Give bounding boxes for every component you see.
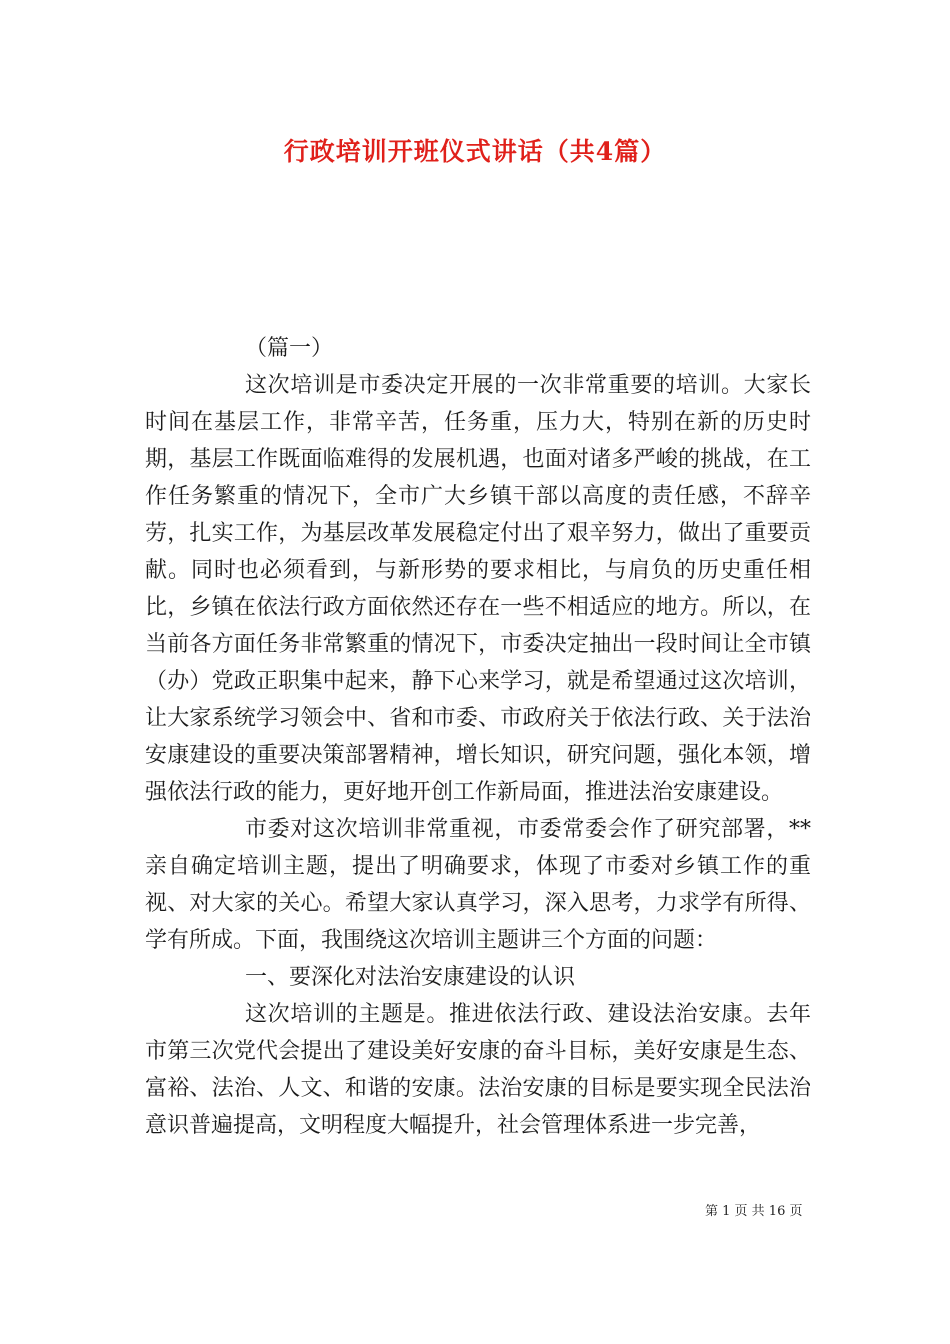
document-body [145, 330, 811, 1144]
page-number: 第 1 页 共 16 页 [705, 1204, 803, 1219]
document-title: 行政培训开班仪式讲话（共4篇） [283, 137, 667, 166]
body-paragraph: 这次培训的主题是。推进依法行政、建设法治安康。去年市第三次党代会提出了建设美好安康的奋斗目标，美好安康是生态、富裕、法治、人文、和谐的安康。法治安康的目标是要实现全民法治意识普遍提高，文明程度大幅提升，社会管理体系进一步完善， [145, 1002, 811, 1138]
body-paragraph: 市委对这次培训非常重视，市委常委会作了研究部署，**亲自确定培训主题，提出了明确要求，体现了市委对乡镇工作的重视、对大家的关心。希望大家认真学习，深入思考，力求学有所得、学有所成。下面，我围绕这次培训主题讲三个方面的问题： [145, 817, 811, 953]
section-label: （篇一） [245, 336, 334, 361]
body-paragraph: 这次培训是市委决定开展的一次非常重要的培训。大家长时间在基层工作，非常辛苦，任务重，压力大，特别在新的历史时期，基层工作既面临难得的发展机遇，也面对诸多严峻的挑战，在工作任务繁重的情况下，全市广大乡镇干部以高度的责任感，不辞辛劳，扎实工作，为基层改革发展稳定付出了艰辛努力，做出了重要贡献。同时也必须看到，与新形势的要求相比，与肩负的历史重任相比，乡镇在依法行政方面依然还存在一些不相适应的地方。所以，在当前各方面任务非常繁重的情况下，市委决定抽出一段时间让全市镇（办）党政正职集中起来，静下心来学习，就是希望通过这次培训，让大家系统学习领会中、省和市委、市政府关于依法行政、关于法治安康建设的重要决策部署精神，增长知识，研究问题，强化本领，增强依法行政的能力，更好地开创工作新局面，推进法治安康建设。 [145, 373, 811, 805]
section-heading: 一、要深化对法治安康建设的认识 [245, 965, 576, 990]
